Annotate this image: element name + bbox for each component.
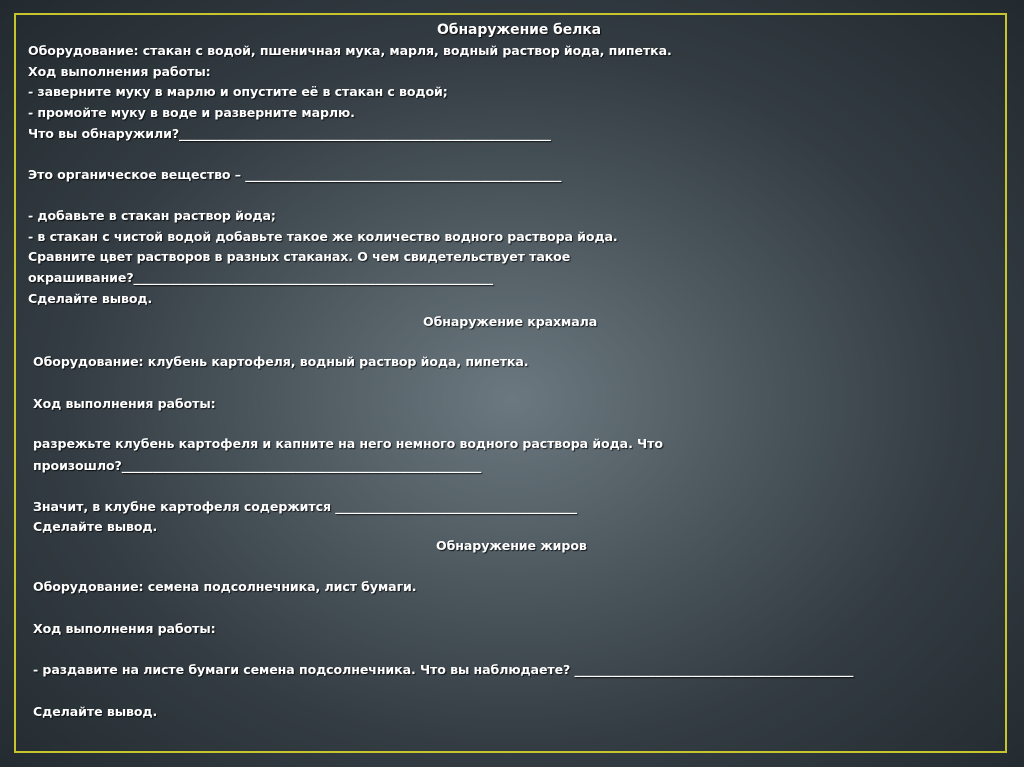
section-title-fats: Обнаружение жиров xyxy=(436,538,587,553)
protein-step-2: - промойте муку в воде и разверните марлю. xyxy=(28,105,355,120)
fats-procedure-heading: Ход выполнения работы: xyxy=(33,621,216,636)
protein-question-found: Что вы обнаружили?____________________________________________________________ xyxy=(28,126,551,141)
protein-step-1: - заверните муку в марлю и опустите её в стакан с водой; xyxy=(28,84,448,99)
starch-step-1-line-1: разрежьте клубень картофеля и капните на него немного водного раствора йода. Что xyxy=(33,436,663,451)
protein-equipment: Оборудование: стакан с водой, пшеничная мука, марля, водный раствор йода, пипетка. xyxy=(28,43,672,58)
starch-procedure-heading: Ход выполнения работы: xyxy=(33,396,216,411)
section-title-protein: Обнаружение белка xyxy=(437,22,601,38)
fats-equipment: Оборудование: семена подсолнечника, лист бумаги. xyxy=(33,579,417,594)
protein-procedure-heading: Ход выполнения работы: xyxy=(28,64,211,79)
starch-contains: Значит, в клубне картофеля содержится _______________________________________ xyxy=(33,499,577,514)
starch-equipment: Оборудование: клубень картофеля, водный раствор йода, пипетка. xyxy=(33,354,529,369)
starch-step-1-line-2: произошло?__________________________________________________________ xyxy=(33,458,482,473)
protein-step-3: - добавьте в стакан раствор йода; xyxy=(28,208,276,223)
starch-conclusion: Сделайте вывод. xyxy=(33,519,158,534)
fats-step-1: - раздавите на листе бумаги семена подсолнечника. Что вы наблюдаете? _____________________________________________ xyxy=(33,662,854,677)
protein-organic-substance: Это органическое вещество – ___________________________________________________ xyxy=(28,167,562,182)
protein-compare-line-2: окрашивание?__________________________________________________________ xyxy=(28,270,493,285)
fats-conclusion: Сделайте вывод. xyxy=(33,704,158,719)
protein-conclusion: Сделайте вывод. xyxy=(28,291,153,306)
protein-compare-line-1: Сравните цвет растворов в разных стаканах. О чем свидетельствует такое xyxy=(28,249,571,264)
section-title-starch: Обнаружение крахмала xyxy=(423,314,598,329)
protein-step-4: - в стакан с чистой водой добавьте такое же количество водного раствора йода. xyxy=(28,229,618,244)
